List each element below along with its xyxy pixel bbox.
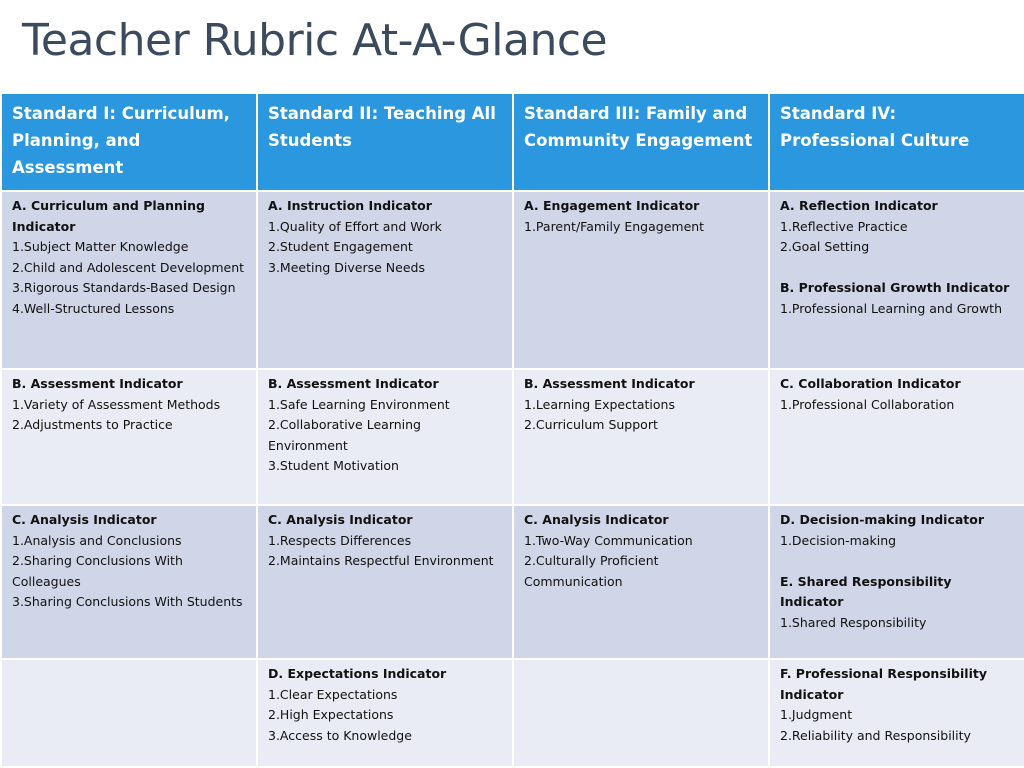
indicator-element: 2.Sharing Conclusions With Colleagues — [12, 553, 183, 589]
rubric-cell — [769, 191, 1024, 369]
rubric-cell — [1, 191, 257, 369]
rubric-cell — [1, 369, 257, 505]
indicator-element: 1.Parent/Family Engagement — [524, 218, 705, 234]
rubric-cell — [769, 659, 1024, 767]
indicator-element: 1.Decision-making — [780, 532, 897, 548]
indicator-title: C. Collaboration Indicator — [780, 376, 961, 391]
rubric-cell — [257, 369, 513, 505]
indicator-element: 1.Quality of Effort and Work — [268, 218, 442, 234]
group-spacer — [780, 258, 1016, 279]
indicator-element: 2.Student Engagement — [268, 239, 413, 254]
indicator-title: B. Assessment Indicator — [12, 376, 183, 391]
indicator-element: 1.Analysis and Conclusions — [12, 532, 182, 548]
indicator-element: 1.Subject Matter Knowledge — [12, 239, 189, 254]
table-row — [1, 659, 1024, 767]
indicator-element: 3.Sharing Conclusions With Students — [12, 594, 243, 609]
indicator-title: F. Professional Responsibility Indicator — [780, 666, 987, 702]
rubric-table — [0, 92, 1024, 768]
rubric-cell — [257, 659, 513, 767]
rubric-cell — [769, 369, 1024, 505]
rubric-cell — [513, 191, 769, 369]
indicator-title: C. Analysis Indicator — [524, 512, 669, 527]
rubric-cell — [1, 659, 257, 767]
rubric-cell — [257, 505, 513, 659]
indicator-element: 2.Maintains Respectful Environment — [268, 553, 494, 568]
table-row — [1, 191, 1024, 369]
rubric-cell — [513, 369, 769, 505]
indicator-title: D. Expectations Indicator — [268, 666, 447, 681]
rubric-cell — [1, 505, 257, 659]
indicator-element: 1.Reflective Practice — [780, 218, 908, 234]
indicator-element: 1.Shared Responsibility — [780, 614, 927, 630]
indicator-title: C. Analysis Indicator — [12, 512, 157, 527]
indicator-element: 3.Access to Knowledge — [268, 727, 412, 743]
indicator-title: A. Instruction Indicator — [268, 198, 432, 213]
indicator-element: 2.High Expectations — [268, 707, 394, 722]
standard-3-header: Standard III: Family and Community Engagement — [513, 93, 769, 191]
indicator-element: 1.Clear Expectations — [268, 686, 398, 702]
indicator-element: 1.Learning Expectations — [524, 396, 675, 412]
indicator-title: A. Curriculum and Planning Indicator — [12, 198, 206, 234]
indicator-element: 1.Safe Learning Environment — [268, 396, 450, 412]
table-row — [1, 369, 1024, 505]
indicator-element: 1.Variety of Assessment Methods — [12, 396, 221, 412]
indicator-title: B. Assessment Indicator — [268, 376, 439, 391]
indicator-element: 2.Child and Adolescent Development — [12, 259, 245, 275]
indicator-title: D. Decision-making Indicator — [780, 512, 985, 527]
indicator-element: 1.Two-Way Communication — [524, 532, 693, 548]
indicator-element: 2.Collaborative Learning Environment — [268, 417, 421, 453]
header-row — [1, 93, 1024, 191]
rubric-cell — [513, 505, 769, 659]
indicator-element: 3.Meeting Diverse Needs — [268, 259, 425, 275]
group-spacer — [780, 551, 1016, 572]
standard-4-header: Standard IV: Professional Culture — [769, 93, 1024, 191]
standard-1-header: Standard I: Curriculum, Planning, and Assessment — [1, 93, 257, 191]
indicator-element: 1.Judgment — [780, 707, 853, 722]
indicator-element: 2.Goal Setting — [780, 239, 870, 254]
indicator-element: 3.Student Motivation — [268, 458, 399, 473]
indicator-element: 1.Professional Collaboration — [780, 396, 955, 412]
indicator-element: 1.Respects Differences — [268, 532, 412, 548]
rubric-cell — [513, 659, 769, 767]
standard-2-header: Standard II: Teaching All Students — [257, 93, 513, 191]
indicator-title: B. Assessment Indicator — [524, 376, 695, 391]
indicator-element: 3.Rigorous Standards-Based Design — [12, 280, 236, 295]
table-row — [1, 505, 1024, 659]
indicator-element: 2.Reliability and Responsibility — [780, 727, 971, 743]
indicator-title: C. Analysis Indicator — [268, 512, 413, 527]
indicator-title: E. Shared Responsibility Indicator — [780, 573, 952, 609]
indicator-title: A. Reflection Indicator — [780, 198, 938, 213]
page-title: Teacher Rubric At-A-Glance — [22, 15, 608, 66]
indicator-element: 1.Professional Learning and Growth — [780, 300, 1002, 316]
indicator-element: 2.Adjustments to Practice — [12, 417, 173, 432]
indicator-title: A. Engagement Indicator — [524, 198, 700, 213]
rubric-cell — [769, 505, 1024, 659]
indicator-element: 2.Curriculum Support — [524, 417, 658, 432]
indicator-title: B. Professional Growth Indicator — [780, 280, 1010, 295]
indicator-element: 2.Culturally Proficient Communication — [524, 553, 659, 589]
indicator-element: 4.Well-Structured Lessons — [12, 300, 175, 316]
rubric-cell — [257, 191, 513, 369]
